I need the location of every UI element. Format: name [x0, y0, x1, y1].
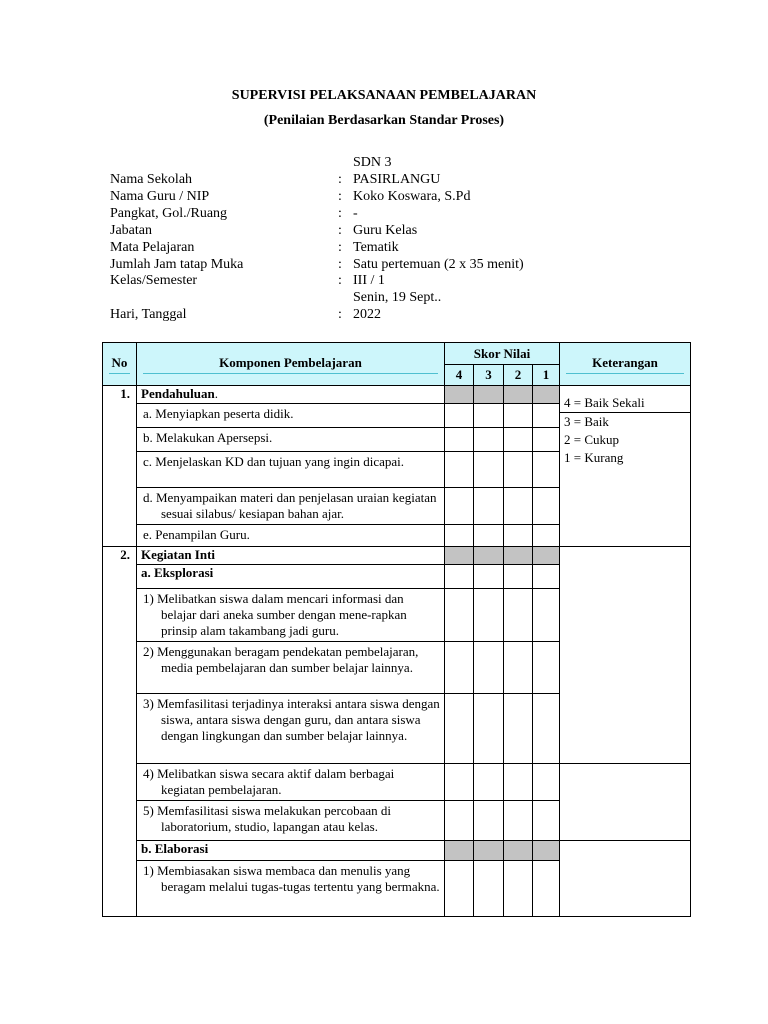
score-cell[interactable]	[533, 694, 560, 764]
score-cell[interactable]	[445, 861, 474, 917]
criteria-item-text: d. Menyampaikan materi dan penjelasan uraian kegiatan sesuai silabus/ kesiapan bahan ajar.	[143, 490, 437, 521]
info-value: 2022	[353, 307, 381, 322]
score-cell[interactable]	[504, 841, 533, 861]
header-score-1: 1	[533, 365, 560, 386]
section-number: 1.	[103, 386, 137, 547]
score-cell[interactable]	[445, 452, 474, 488]
score-cell[interactable]	[504, 642, 533, 694]
info-label: Pangkat, Gol./Ruang	[110, 206, 228, 221]
info-label: Nama Sekolah	[110, 172, 193, 187]
info-colon: :	[338, 206, 342, 221]
header-score-3: 3	[474, 365, 504, 386]
legend-item: 1 = Kurang	[564, 450, 624, 465]
info-value: Satu pertemuan (2 x 35 menit)	[353, 257, 524, 272]
score-cell[interactable]	[504, 428, 533, 452]
score-cell[interactable]	[445, 565, 474, 589]
score-cell[interactable]	[474, 452, 504, 488]
header-score-2: 2	[504, 365, 533, 386]
criteria-item: b. Melakukan Apersepsi.	[137, 428, 445, 452]
score-cell[interactable]	[474, 589, 504, 642]
criteria-item	[137, 642, 445, 694]
score-cell[interactable]	[445, 642, 474, 694]
info-value: PASIRLANGU	[353, 172, 441, 187]
keterangan-cell	[560, 841, 691, 917]
score-cell[interactable]	[504, 404, 533, 428]
score-cell[interactable]	[474, 386, 504, 404]
info-value: Tematik	[353, 240, 399, 255]
score-cell[interactable]	[533, 525, 560, 547]
header-score-4: 4	[445, 365, 474, 386]
keterangan-cell	[560, 764, 691, 841]
score-cell[interactable]	[474, 841, 504, 861]
score-cell[interactable]	[445, 525, 474, 547]
score-cell[interactable]	[533, 565, 560, 589]
score-cell[interactable]	[445, 404, 474, 428]
score-cell[interactable]	[474, 547, 504, 565]
info-value: Koko Koswara, S.Pd	[353, 189, 471, 204]
score-cell[interactable]	[533, 841, 560, 861]
assessment-table	[102, 342, 691, 917]
criteria-item	[137, 694, 445, 764]
score-cell[interactable]	[445, 386, 474, 404]
score-cell[interactable]	[474, 694, 504, 764]
score-cell[interactable]	[445, 488, 474, 525]
info-label: Jumlah Jam tatap Muka	[110, 257, 244, 272]
header-keterangan-text: Keterangan	[592, 354, 658, 370]
score-cell[interactable]	[504, 861, 533, 917]
score-cell[interactable]	[504, 801, 533, 841]
criteria-item: a. Menyiapkan peserta didik.	[137, 404, 445, 428]
info-colon: :	[338, 273, 342, 288]
section-title	[137, 386, 445, 404]
criteria-item-text: 1) Melibatkan siswa dalam mencari informasi dan belajar dari aneka sumber dengan mene-rapkan prinsip alam takambang jadi guru.	[143, 591, 407, 638]
document-title: SUPERVISI PELAKSANAAN PEMBELAJARAN	[231, 88, 537, 103]
score-cell[interactable]	[504, 764, 533, 801]
score-cell[interactable]	[474, 801, 504, 841]
score-cell[interactable]	[533, 488, 560, 525]
score-cell[interactable]	[445, 764, 474, 801]
info-label: Kelas/Semester	[110, 273, 198, 288]
header-no	[103, 343, 137, 386]
score-cell[interactable]	[533, 404, 560, 428]
score-cell[interactable]	[474, 642, 504, 694]
score-cell[interactable]	[474, 764, 504, 801]
score-cell[interactable]	[504, 547, 533, 565]
criteria-item-text: 1) Membiasakan siswa membaca dan menulis yang beragam melalui tugas-tugas tertentu yang bermakna.	[143, 863, 440, 894]
section-number: 2.	[103, 547, 137, 917]
score-cell[interactable]	[533, 386, 560, 404]
score-cell[interactable]	[474, 565, 504, 589]
keterangan-cell	[560, 547, 691, 764]
score-cell[interactable]	[533, 589, 560, 642]
score-cell[interactable]	[533, 547, 560, 565]
score-cell[interactable]	[445, 694, 474, 764]
score-cell[interactable]	[504, 525, 533, 547]
info-colon: :	[338, 257, 342, 272]
score-cell[interactable]	[445, 428, 474, 452]
info-label: Mata Pelajaran	[110, 240, 195, 255]
criteria-item: e. Penampilan Guru.	[137, 525, 445, 547]
score-cell[interactable]	[445, 841, 474, 861]
info-label: Hari, Tanggal	[110, 307, 187, 322]
score-cell[interactable]	[504, 589, 533, 642]
info-colon: :	[338, 189, 342, 204]
header-no-text: No	[111, 354, 128, 370]
info-colon: :	[338, 172, 342, 187]
section-title: Kegiatan Inti	[137, 547, 445, 565]
score-cell[interactable]	[533, 428, 560, 452]
header-skor: Skor Nilai	[445, 343, 560, 365]
subsection-title: a. Eksplorasi	[137, 565, 445, 589]
info-label: Nama Guru / NIP	[110, 189, 210, 204]
score-cell[interactable]	[533, 861, 560, 917]
score-cell[interactable]	[445, 547, 474, 565]
legend-item: 4 = Baik Sekali	[560, 394, 690, 413]
score-cell[interactable]	[474, 525, 504, 547]
header-keterangan	[560, 343, 691, 386]
score-cell[interactable]	[474, 488, 504, 525]
info-colon: :	[338, 307, 342, 322]
header-komponen	[137, 343, 445, 386]
date-value-line1: Senin, 19 Sept..	[353, 290, 442, 305]
score-cell[interactable]	[533, 452, 560, 488]
section-title-suffix: .	[214, 386, 218, 401]
criteria-item-text: 3) Memfasilitasi terjadinya interaksi antara siswa dengan siswa, antara siswa dengan guru, dan antara siswa dengan lingkungan dan sumber belajar lainnya.	[143, 696, 440, 743]
header-komponen-text: Komponen Pembelajaran	[219, 354, 362, 370]
score-cell[interactable]	[445, 589, 474, 642]
info-value: III / 1	[353, 273, 385, 288]
info-colon: :	[338, 223, 342, 238]
criteria-item	[137, 764, 445, 801]
score-cell[interactable]	[474, 428, 504, 452]
info-colon: :	[338, 240, 342, 255]
score-cell[interactable]	[504, 488, 533, 525]
criteria-item-text: c. Menjelaskan KD dan tujuan yang ingin dicapai.	[143, 454, 405, 469]
score-cell[interactable]	[474, 861, 504, 917]
criteria-item	[137, 801, 445, 841]
section-title-text: Pendahuluan	[141, 386, 215, 401]
score-cell[interactable]	[504, 452, 533, 488]
school-value-line1: SDN 3	[353, 155, 392, 170]
criteria-item	[137, 861, 445, 917]
score-cell[interactable]	[445, 801, 474, 841]
info-label: Jabatan	[110, 223, 152, 238]
subsection-title: b. Elaborasi	[137, 841, 445, 861]
keterangan-legend	[560, 386, 691, 547]
score-cell[interactable]	[504, 386, 533, 404]
criteria-item	[137, 452, 445, 488]
score-cell[interactable]	[533, 642, 560, 694]
info-value: -	[353, 206, 358, 221]
score-cell[interactable]	[474, 404, 504, 428]
criteria-item-text: 2) Menggunakan beragam pendekatan pembelajaran, media pembelajaran dan sumber belajar lainnya.	[143, 644, 419, 675]
score-cell[interactable]	[504, 694, 533, 764]
criteria-item	[137, 488, 445, 525]
document-subtitle: (Penilaian Berdasarkan Standar Proses)	[263, 113, 505, 128]
criteria-item-text: 5) Memfasilitasi siswa melakukan percobaan di laboratorium, studio, lapangan atau kelas.	[143, 803, 392, 834]
score-cell[interactable]	[533, 764, 560, 801]
info-value: Guru Kelas	[353, 223, 418, 238]
criteria-item	[137, 589, 445, 642]
criteria-item-text: 4) Melibatkan siswa secara aktif dalam berbagai kegiatan pembelajaran.	[143, 766, 395, 797]
legend-item: 3 = Baik	[564, 414, 609, 429]
score-cell[interactable]	[533, 801, 560, 841]
legend-item: 2 = Cukup	[564, 432, 620, 447]
score-cell[interactable]	[504, 565, 533, 589]
